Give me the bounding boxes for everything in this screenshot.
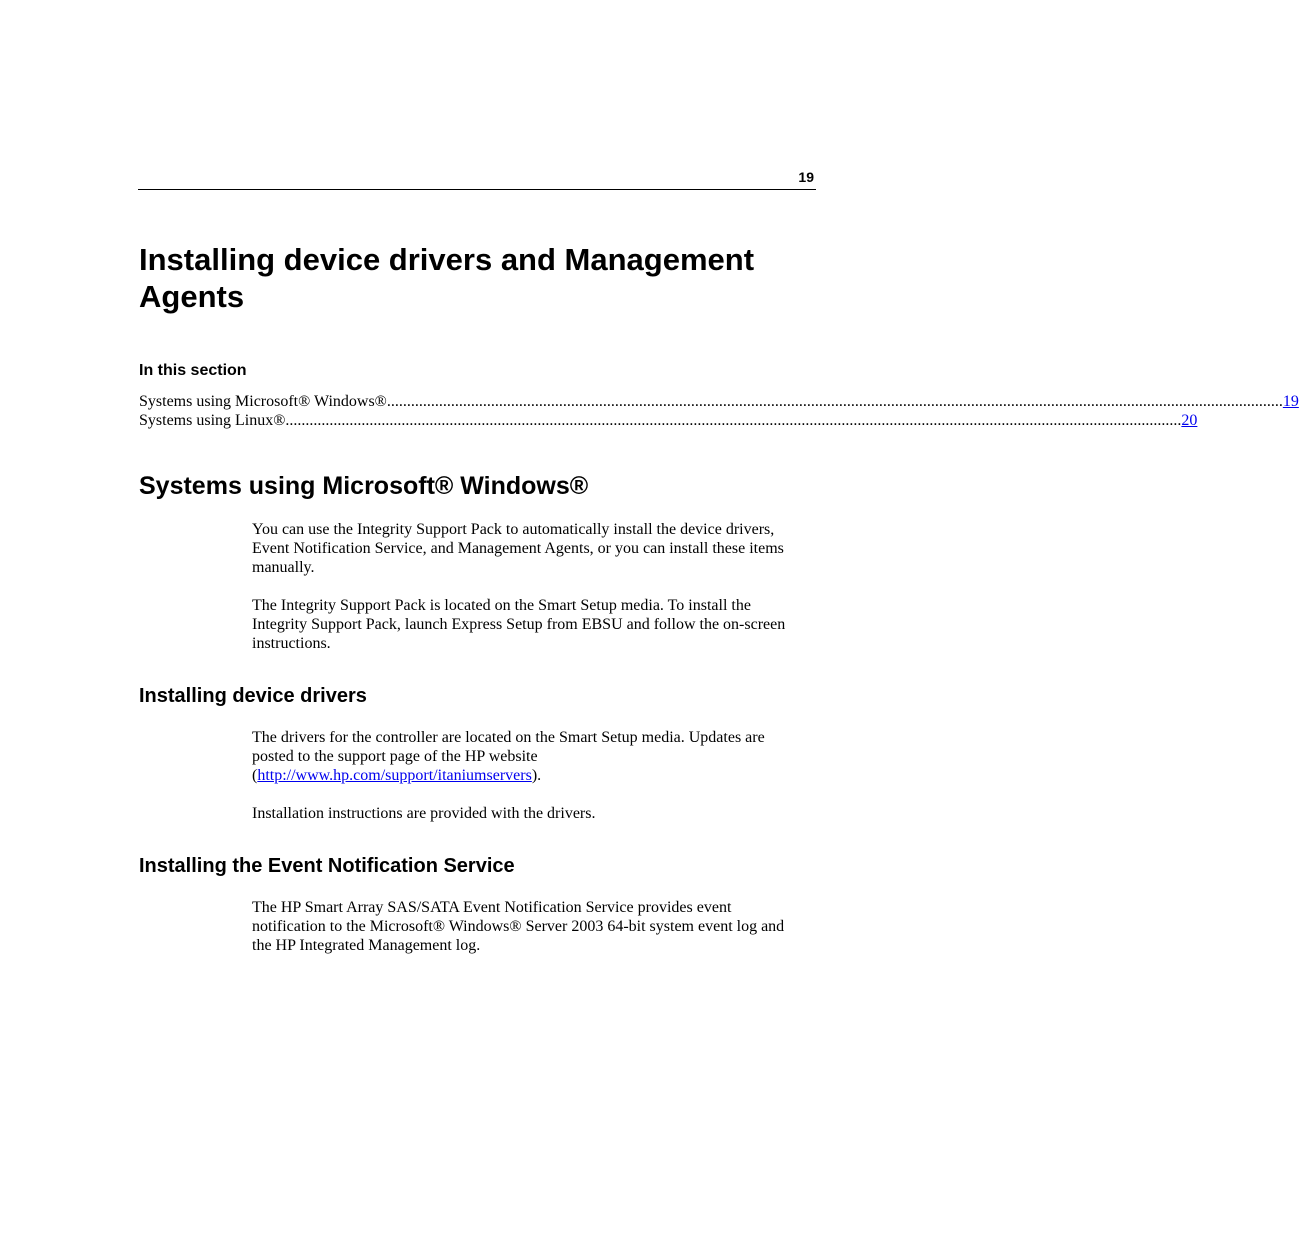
toc-list xyxy=(139,392,1299,430)
toc-page-link[interactable]: 20 xyxy=(1181,412,1198,429)
windows-paragraph-1: You can use the Integrity Support Pack to automatically install the device drivers, Event Notification Service, and Management Agents, or you can install these items manually. xyxy=(252,521,784,576)
page-number: 19 xyxy=(798,169,814,185)
toc-entry-linux xyxy=(139,411,1198,430)
toc-heading: In this section xyxy=(139,362,247,379)
toc-entry-label: Systems using Microsoft® Windows® xyxy=(139,393,387,410)
windows-paragraph-2: The Integrity Support Pack is located on the Smart Setup media. To install the Integrity Support Pack, launch Express Setup from EBSU and follow the on-screen instructions. xyxy=(252,597,786,652)
toc-entry-label: Systems using Linux® xyxy=(139,412,286,429)
header-rule xyxy=(138,189,816,190)
hp-support-link[interactable]: http://www.hp.com/support/itaniumservers xyxy=(257,767,532,784)
drivers-text-end: ). xyxy=(531,767,542,784)
drivers-paragraph-2: Installation instructions are provided with the drivers. xyxy=(252,805,596,822)
section-heading-windows: Systems using Microsoft® Windows® xyxy=(139,472,589,500)
toc-leader-dots: ................................................................................................................................................................................................................................ xyxy=(386,393,1283,410)
section-heading-drivers: Installing device drivers xyxy=(139,685,367,707)
toc-page-link[interactable]: 19 xyxy=(1282,393,1299,410)
drivers-text: The drivers for the controller are located on the Smart Setup media. Updates are posted to the support page of the HP website ( xyxy=(252,729,765,784)
toc-leader-dots: ................................................................................................................................................................................................................................ xyxy=(285,412,1182,429)
chapter-title: Installing device drivers and Management Agents xyxy=(139,242,755,314)
ens-paragraph-1: The HP Smart Array SAS/SATA Event Notification Service provides event notification to the Microsoft® Windows® Server 2003 64-bit system event log and the HP Integrated Management log. xyxy=(252,899,785,954)
toc-entry-windows xyxy=(139,392,1299,411)
drivers-paragraph-1 xyxy=(252,728,807,785)
section-heading-ens: Installing the Event Notification Service xyxy=(139,855,515,877)
